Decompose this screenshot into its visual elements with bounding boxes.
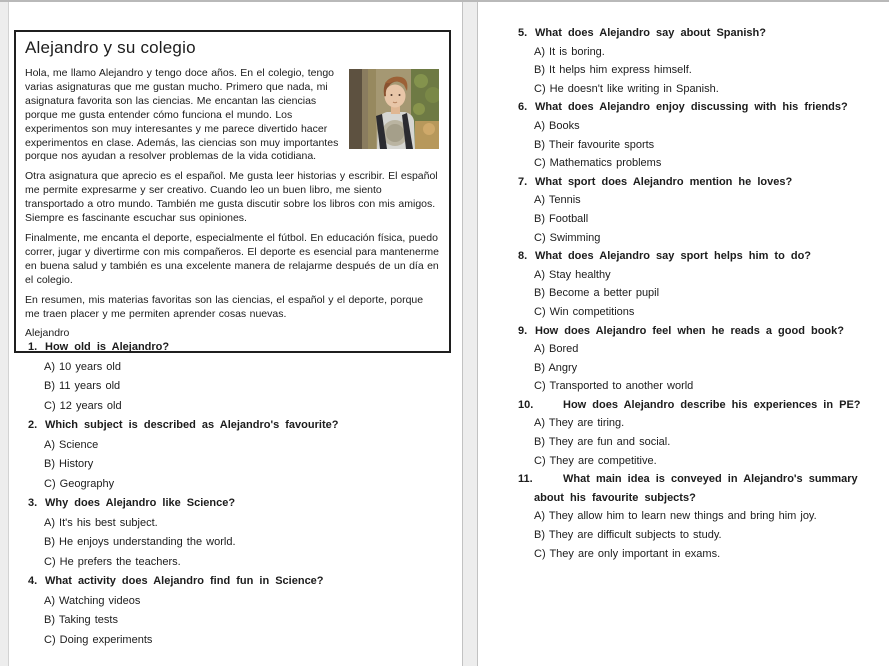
question-text: How does Alejandro describe his experiences in PE?	[563, 398, 861, 411]
answer-option: A) Science	[44, 438, 99, 451]
answer-option: C) Win competitions	[534, 305, 635, 318]
reading-paragraph: Hola, me llamo Alejandro y tengo doce años. En el colegio, tengo varias asignaturas que me gustan mucho. Primero que nada, mi asignatura favorita son las ciencias. Me encantan las ciencias porque me gusta entender cómo funciona el mundo. Los experimentos son muy interesantes y me parece divertido hacer experimentos en clase. Además, las ciencias son muy importantes porque nos ayudan a resolver problemas de la vida cotidiana.	[25, 67, 339, 163]
question-text: What does Alejandro enjoy discussing with his friends?	[535, 101, 848, 114]
question-line	[28, 416, 452, 436]
question-text: What does Alejandro say sport helps him to do?	[535, 250, 812, 263]
questions-column-left	[28, 338, 452, 650]
question-10	[518, 396, 889, 470]
question-text: What does Alejandro say about Spanish?	[535, 27, 766, 39]
question-number: 9.	[518, 324, 528, 337]
answer-option: B) History	[44, 458, 94, 470]
answer-option: C) Doing experiments	[44, 633, 153, 646]
answer-option: B) It helps him express himself.	[534, 64, 692, 77]
question-5	[518, 24, 889, 98]
question-8	[518, 247, 889, 321]
answer-option: A) It is boring.	[534, 45, 605, 58]
question-line	[28, 572, 452, 592]
question-7	[518, 173, 889, 247]
question-4	[28, 572, 452, 650]
question-number: 7.	[518, 175, 528, 188]
question-text: How old is Alejandro?	[45, 341, 170, 353]
left-page-gutter	[0, 2, 9, 666]
question-6	[518, 98, 889, 172]
question-line	[518, 396, 889, 415]
student-photo	[349, 69, 439, 149]
answer-option: C) Swimming	[534, 231, 601, 244]
page-title: Alejandro y su colegio	[25, 38, 196, 57]
question-text: Why does Alejandro like Science?	[45, 497, 236, 509]
signature: Alejandro	[25, 327, 70, 340]
answer-option: B) Taking tests	[44, 614, 118, 626]
answer-option: B) He enjoys understanding the world.	[44, 536, 236, 548]
answer-option: C) Mathematics problems	[534, 157, 662, 170]
question-text: How does Alejandro feel when he reads a good book?	[535, 324, 844, 337]
questions-column-right	[518, 24, 889, 563]
answer-option: A) Books	[534, 119, 580, 132]
answer-option: B) Football	[534, 212, 589, 225]
question-number: 6.	[518, 101, 528, 114]
question-line	[518, 98, 889, 117]
question-line	[518, 173, 889, 192]
reading-passage-box	[14, 30, 451, 353]
question-line	[518, 24, 889, 43]
reading-paragraph: En resumen, mis materias favoritas son las ciencias, el español y el deporte, porque me traen placer y me permiten aprender cosas nuevas.	[25, 293, 424, 320]
top-border-line	[0, 0, 889, 2]
answer-option: C) They are competitive.	[534, 454, 657, 467]
answer-option: C) Transported to another world	[534, 380, 694, 393]
question-number: 5.	[518, 27, 528, 39]
question-11	[518, 470, 889, 563]
question-number: 10.	[518, 398, 534, 411]
question-line	[518, 322, 889, 341]
answer-option: A) It's his best subject.	[44, 516, 158, 529]
answer-option: B) They are difficult subjects to study.	[534, 529, 722, 542]
answer-option: B) 11 years old	[44, 380, 121, 392]
answer-option: A) Bored	[534, 343, 579, 356]
question-text: What activity does Alejandro find fun in Science?	[45, 575, 324, 587]
question-line	[518, 470, 889, 507]
answer-option: C) He prefers the teachers.	[44, 555, 181, 568]
answer-option: C) 12 years old	[44, 399, 122, 412]
question-number: 11.	[518, 473, 533, 486]
question-text: Which subject is described as Alejandro's favourite?	[45, 419, 339, 431]
question-number: 1.	[28, 341, 38, 353]
answer-option: A) Tennis	[534, 194, 581, 207]
question-line	[28, 338, 452, 358]
question-1	[28, 338, 452, 416]
question-text: What main idea is conveyed in Alejandro's summary about his favourite subjects?	[534, 473, 858, 504]
reading-paragraph: Otra asignatura que aprecio es el español. Me gusta leer historias y escribir. El español me permite expresarme y ser creativo. Cuando leo un buen libro, me siento transportado a otro mundo. También me gusta discutir sobre los libros con mis amigos. Siempre es fascinante escuchar sus opiniones.	[25, 170, 438, 225]
answer-option: B) Their favourite sports	[534, 138, 655, 151]
question-2	[28, 416, 452, 494]
answer-option: A) They allow him to learn new things and bring him joy.	[534, 510, 817, 523]
question-9	[518, 322, 889, 396]
answer-option: C) They are only important in exams.	[534, 547, 721, 560]
answer-option: A) They are tiring.	[534, 417, 625, 430]
answer-option: A) Stay healthy	[534, 268, 611, 281]
answer-option: B) Angry	[534, 361, 578, 374]
question-number: 2.	[28, 419, 38, 431]
answer-option: C) Geography	[44, 477, 115, 490]
question-line	[28, 494, 452, 514]
question-number: 8.	[518, 250, 528, 263]
question-number: 3.	[28, 497, 38, 509]
answer-option: A) 10 years old	[44, 360, 121, 373]
question-text: What sport does Alejandro mention he loves?	[535, 175, 793, 188]
answer-option: B) They are fun and social.	[534, 436, 671, 449]
reading-paragraph: Finalmente, me encanta el deporte, especialmente el fútbol. En educación física, puedo correr, jugar y divertirme con mis compañeros. El deporte es esencial para mantenerme en buena salud y también es una excelente manera de relajarme después de un día en el colegio.	[25, 231, 439, 286]
answer-option: B) Become a better pupil	[534, 287, 660, 300]
question-line	[518, 247, 889, 266]
question-number: 4.	[28, 575, 38, 587]
answer-option: C) He doesn't like writing in Spanish.	[534, 82, 719, 95]
answer-option: A) Watching videos	[44, 594, 141, 607]
question-3	[28, 494, 452, 572]
page-gutter	[462, 2, 478, 666]
